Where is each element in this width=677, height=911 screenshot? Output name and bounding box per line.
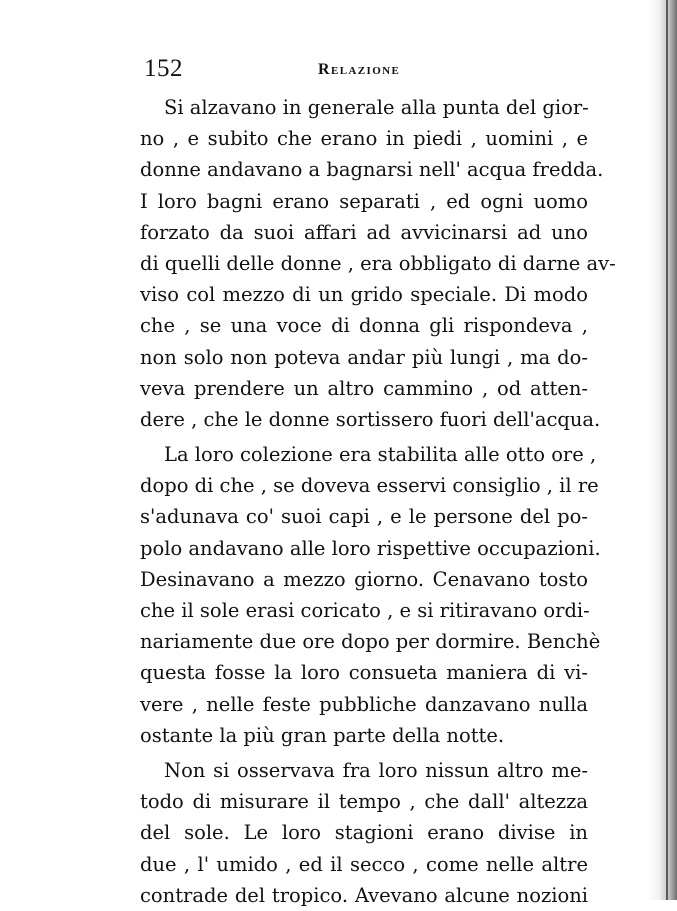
text-line: donne andavano a bagnarsi nell' acqua fredda. — [140, 158, 604, 182]
text-line: veva prendere un altro cammino , od atten- — [140, 376, 588, 400]
text-line: nariamente due ore dopo per dormire. Benchè — [140, 630, 601, 654]
text-line: ostante la più gran parte della notte. — [140, 723, 505, 747]
text-line: no , e subito che erano in piedi , uomini , e — [140, 127, 588, 151]
text-line: forzato da suoi affari ad avvicinarsi ad uno — [140, 220, 588, 244]
text-line: questa fosse la loro consueta maniera di vi- — [140, 661, 588, 685]
text-line: due , l' umido , ed il secco , come nelle altre — [140, 852, 588, 876]
text-line: viso col mezzo di un grido speciale. Di modo — [140, 283, 588, 307]
text-line: dopo di che , se doveva esservi consiglio , il re — [140, 474, 599, 498]
text-line: Si alzavano in generale alla punta del gior- — [164, 96, 589, 119]
paragraph-3 — [140, 755, 588, 911]
text-line: di quelli delle donne , era obbligato di darne av- — [140, 251, 616, 275]
paragraph-2 — [140, 439, 601, 751]
text-line: Non si osservava fra loro nissun altro me- — [164, 758, 588, 782]
running-title: Relazione — [318, 61, 401, 78]
text-line: contrade del tropico. Avevano alcune nozioni — [140, 883, 588, 907]
text-line: dere , che le donne sortissero fuori dell'acqua. — [140, 407, 601, 431]
body-text — [140, 92, 616, 911]
page-number: 152 — [144, 55, 183, 82]
text-line: I loro bagni erano separati , ed ogni uomo — [140, 189, 588, 213]
paragraph-1 — [140, 92, 616, 435]
text-line: del sole. Le loro stagioni erano divise in — [140, 821, 588, 845]
text-line: che , se una voce di donna gli rispondeva , — [140, 314, 588, 338]
text-line: non solo non poteva andar più lungi , ma do- — [140, 345, 588, 369]
text-line: s'adunava co' suoi capi , e le persone del po- — [140, 505, 588, 529]
running-head — [144, 52, 584, 86]
text-line: vere , nelle feste pubbliche danzavano nulla — [140, 692, 588, 716]
text-line: Desinavano a mezzo giorno. Cenavano tosto — [140, 567, 588, 591]
text-line: polo andavano alle loro rispettive occupazioni. — [140, 536, 601, 560]
text-line: che il sole erasi coricato , e si ritiravano ordi- — [140, 599, 590, 622]
page-gutter-edge — [647, 0, 677, 900]
text-line: todo di misurare il tempo , che dall' altezza — [140, 790, 588, 814]
text-line: La loro colezione era stabilita alle otto ore , — [164, 443, 597, 467]
